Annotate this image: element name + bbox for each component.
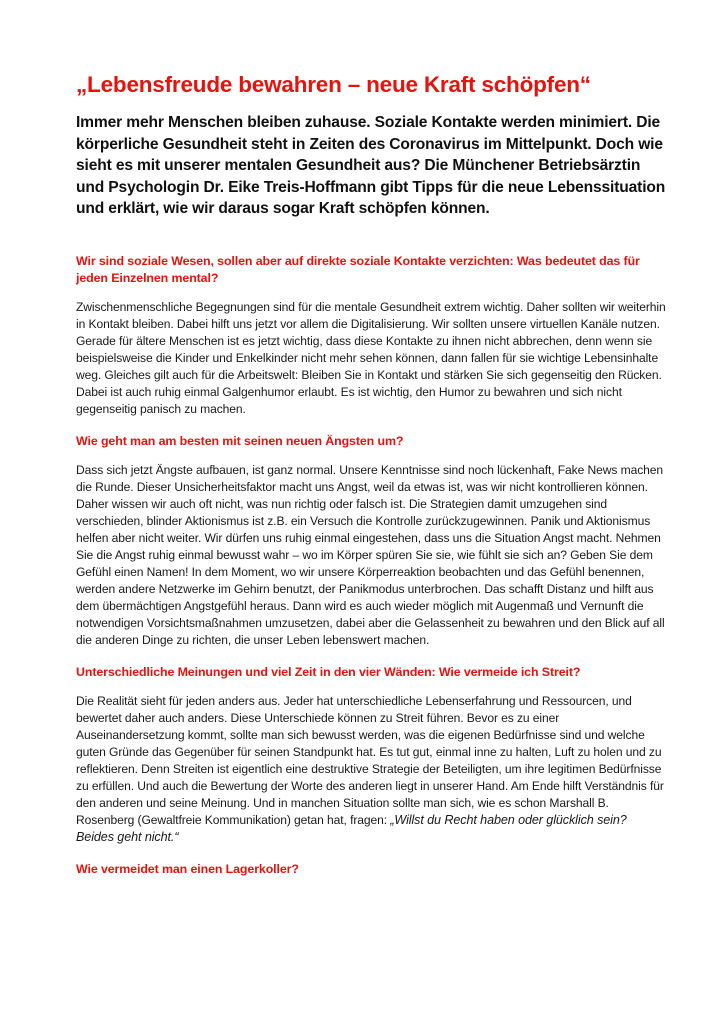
article-lead: Immer mehr Menschen bleiben zuhause. Soziale Kontakte werden minimiert. Die körperliche Gesundheit steht in Zeiten des Coronavirus im Mittelpunkt. Doch wie sieht es mit unserer mentalen Gesundheit aus? Die Münchener Betriebsärztin und Psychologin Dr. Eike Treis-Hoffmann gibt Tipps für die neue Lebenssituation und erklärt, wie wir daraus sogar Kraft schöpfen können. [76,114,666,218]
section-answer-text: Die Realität sieht für jeden anders aus. Jeder hat unterschiedliche Lebenserfahrung und Ressourcen, und bewertet daher auch anders. Diese Unterschiede können zu Streit führen. Bevor es zu einer Auseinandersetzung kommt, sollte man sich bewusst werden, was die eigenen Bedürfnisse sind und welche guten Gründe das Gegenüber für seinen Standpunkt hat. Es tut gut, einmal inne zu halten, Luft zu holen und zu reflektieren. Denn Streiten ist eigentlich eine destruktive Strategie der Beteiligten, um ihre legitimen Bedürfnisse zu erfüllen. Und auch die Bewertung der Worte des anderen liegt in unserer Hand. Am Ende hilft Verständnis für den anderen und seine Meinung. Und in manchen Situation sollte man sich, wie es schon Marshall B. Rosenberg (Gewaltfreie Kommunikation) getan hat, fragen: [76,693,664,827]
section-answer-avoid-conflict [76,693,666,846]
section-question-cabin-fever: Wie vermeidet man einen Lagerkoller? [76,861,299,876]
section-answer-fears: Dass sich jetzt Ängste aufbauen, ist ganz normal. Unsere Kenntnisse sind noch lückenhaft, Fake News machen die Runde. Dieser Unsicherheitsfaktor macht uns Angst, weil da etwas ist, was wir nicht kontrollieren können. Daher wissen wir auch oft nicht, was nun richtig oder falsch ist. Die Strategien damit umzugehen sind verschieden, blinder Aktionismus ist z.B. ein Versuch die Kontrolle zurückzugewinnen. Panik und Aktionismus helfen aber nicht weiter. Wir dürfen uns ruhig einmal eingestehen, dass uns die Situation Angst macht. Nehmen Sie die Angst ruhig einmal bewusst wahr – wo im Körper spüren Sie sie, wie fühlt sie sich an? Geben Sie dem Gefühl einen Namen! In dem Moment, wo wir unsere Körperreaktion beobachten und das Gefühl benennen, werden andere Netzwerke im Gehirn benutzt, der Panikmodus unterbrochen. Das schafft Distanz und hilft aus dem übermächtigen Angstgefühl heraus. Dann wird es auch wieder möglich mit Augenmaß und Vernunft die notwendigen Vorsichtsmaßnahmen umzusetzen, dabei aber die Gelassenheit zu bewahren und den Blick auf all die anderen Dinge zu richten, die unser Leben lebenswert machen. [76,462,665,647]
section-question-fears: Wie geht man am besten mit seinen neuen Ängsten um? [76,433,404,448]
section-answer-social-contacts: Zwischenmenschliche Begegnungen sind für die mentale Gesundheit extrem wichtig. Daher sollten wir weiterhin in Kontakt bleiben. Dabei hilft uns jetzt vor allem die Digitalisierung. Wir sollten unsere virtuellen Kanäle nutzen. Gerade für ältere Menschen ist es jetzt wichtig, dass diese Kontakte zu ihnen nicht abbrechen, denn wenn sie beispielsweise die Kinder und Enkelkinder nicht mehr sehen können, dann fallen für sie wichtige Lebensinhalte weg. Gleiches gilt auch für die Arbeitswelt: Bleiben Sie in Kontakt und stärken Sie sich gegenseitig den Rücken. Dabei ist auch ruhig einmal Galgenhumor erlaubt. Es ist wichtig, den Humor zu bewahren und sich nicht gegenseitig panisch zu machen. [76,299,666,416]
document-page [76,70,666,890]
rosenberg-quote: „Willst du Recht haben oder glücklich sein? Beides geht nicht.“ [76,812,627,844]
article-title: „Lebensfreude bewahren – neue Kraft schöpfen“ [76,72,591,97]
section-question-social-contacts: Wir sind soziale Wesen, sollen aber auf direkte soziale Kontakte verzichten: Was bedeutet das für jeden Einzelnen mental? [76,253,640,285]
section-question-avoid-conflict: Unterschiedliche Meinungen und viel Zeit in den vier Wänden: Wie vermeide ich Streit? [76,664,581,679]
